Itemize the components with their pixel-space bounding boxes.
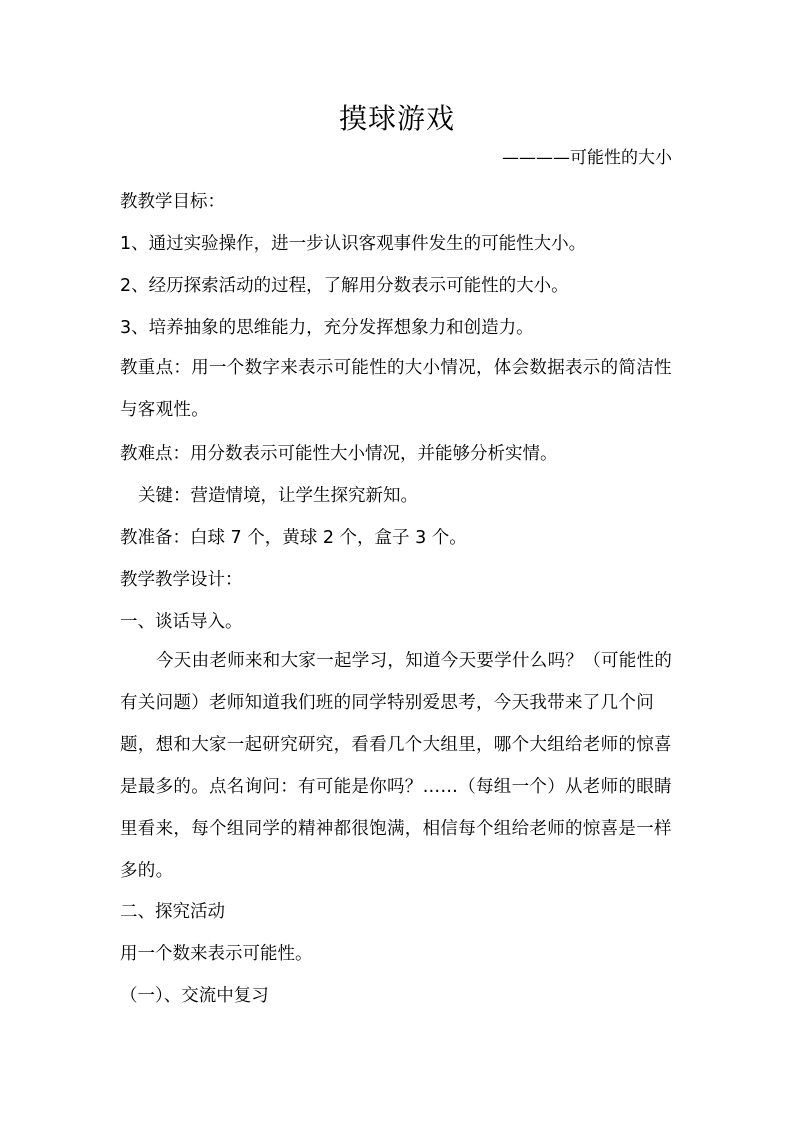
section2-line: 用一个数来表示可能性。 (120, 944, 313, 964)
page-subtitle: ————可能性的大小 (502, 148, 672, 168)
design-heading: 教学教学设计： (120, 570, 243, 590)
section1-heading: 一、谈话导入。 (120, 612, 243, 632)
objective-item-3: 3、培养抽象的思维能力，充分发挥想象力和创造力。 (120, 318, 534, 338)
objective-item-1: 1、通过实验操作，进一步认识客观事件发生的可能性大小。 (120, 234, 587, 254)
key-note: 关键：营造情境，让学生探究新知。 (138, 486, 418, 506)
page-title: 摸球游戏 (338, 102, 455, 135)
key-point: 教重点：用一个数字来表示可能性的大小情况，体会数据表示的简洁性与客观性。 (120, 358, 672, 420)
preparation: 教准备：白球 7 个，黄球 2 个，盒子 3 个。 (120, 528, 467, 548)
objective-item-2: 2、经历探索活动的过程，了解用分数表示可能性的大小。 (120, 276, 569, 296)
section2-heading: 二、探究活动 (120, 902, 225, 922)
subsection1-heading: （一）、交流中复习 (120, 986, 269, 1006)
objectives-heading: 教教学目标： (120, 192, 225, 212)
difficult-point: 教难点：用分数表示可能性大小情况，并能够分析实情。 (120, 444, 558, 464)
section1-paragraph: 今天由老师来和大家一起学习，知道今天要学什么吗？（可能性的有关问题）老师知道我们班的同学特别爱思考，今天我带来了几个问题，想和大家一起研究研究，看看几个大组里，哪个大组给老师的惊喜是最多的。点名询问：有可能是你吗？……（每组一个）从老师的眼睛里看来，每个组同学的精神都很饱满，相信每个组给老师的惊喜是一样多的。 (120, 651, 673, 881)
